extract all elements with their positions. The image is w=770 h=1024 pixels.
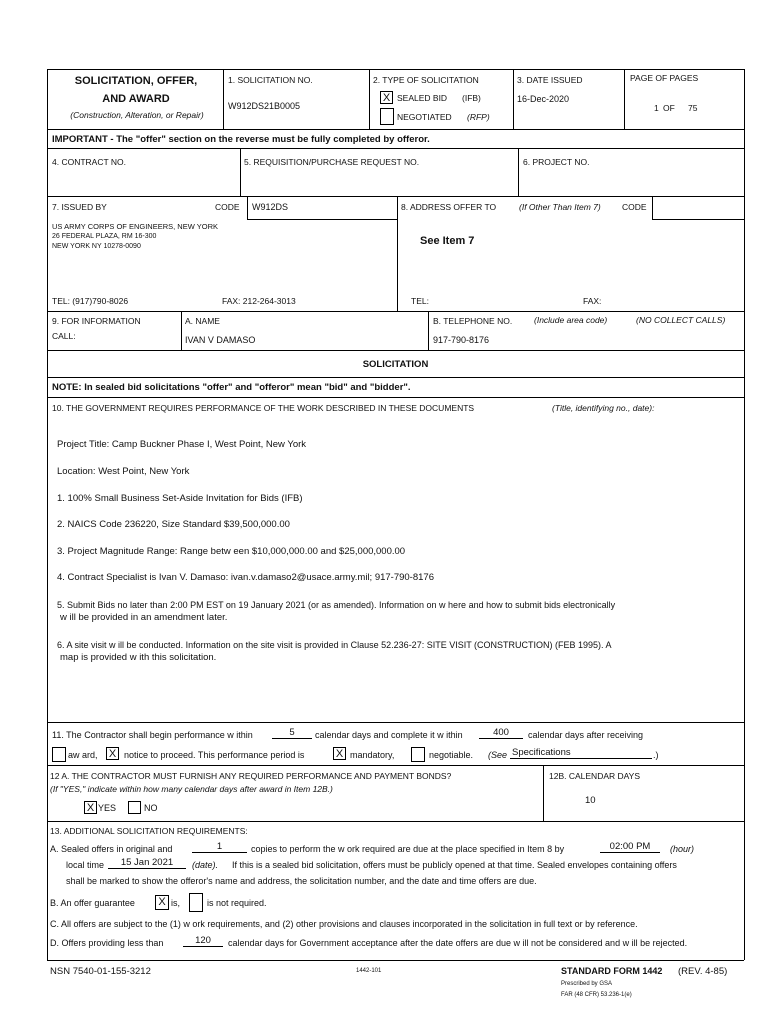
- solicitation-heading: SOLICITATION: [362, 359, 429, 370]
- project-location: Location: West Point, New York: [57, 466, 190, 477]
- item-13a-text-1: A. Sealed offers in original and: [50, 844, 173, 854]
- complete-days-field[interactable]: 400: [479, 727, 523, 739]
- item-13a-text-4: If this is a sealed bid solicitation, offers must be publicly opened at that time. Sealed envelopes containing offers: [232, 860, 677, 870]
- acceptance-days-field[interactable]: 120: [183, 935, 223, 947]
- call-label: CALL:: [52, 331, 76, 341]
- date-issued-label: 3. DATE ISSUED: [517, 75, 583, 85]
- sealed-bid-note: NOTE: In sealed bid solicitations "offer" and "offeror" mean "bid" and "bidder".: [52, 382, 411, 393]
- bonds-yes-label: YES: [98, 803, 117, 813]
- item-13d-text-1: D. Offers providing less than: [50, 938, 164, 948]
- issuer-telephone: TEL: (917)790-8026: [52, 296, 129, 306]
- bonds-yes-checkbox[interactable]: X: [84, 801, 97, 814]
- due-time-field[interactable]: 02:00 PM: [600, 841, 660, 853]
- form-title-line1: SOLICITATION, OFFER,: [74, 75, 198, 87]
- important-notice: IMPORTANT - The "offer" section on the reverse must be fully completed by offeror.: [52, 134, 430, 145]
- issuer-code-value: W912DS: [252, 202, 289, 212]
- date-word: (date).: [192, 860, 219, 870]
- far-reference: FAR (48 CFR) 53.236-1(e): [561, 992, 632, 998]
- item-10-paragraph-6b: map is provided w ith this solicitation.: [60, 652, 217, 663]
- negotiable-checkbox[interactable]: [411, 747, 425, 762]
- guarantee-not-label: is not required.: [207, 898, 267, 908]
- hour-label: (hour): [670, 844, 695, 854]
- item-13a-text-3: local time: [66, 860, 105, 870]
- item-13d-text-2: calendar days for Government acceptance after the date offers are due w ill not be considered and w ill be rejected.: [228, 938, 688, 948]
- sealed-bid-checkbox[interactable]: X: [380, 91, 393, 104]
- item-11-text-3: calendar days after receiving: [528, 730, 644, 740]
- contract-no-label: 4. CONTRACT NO.: [52, 157, 126, 167]
- negotiated-label: NEGOTIATED: [397, 112, 452, 122]
- item-10-label: 10. THE GOVERNMENT REQUIRES PERFORMANCE OF THE WORK DESCRIBED IN THESE DOCUMENTS: [52, 403, 475, 413]
- offer-fax: FAX:: [583, 296, 602, 306]
- nsn-number: NSN 7540-01-155-3212: [50, 966, 151, 977]
- bonds-no-checkbox[interactable]: [128, 801, 141, 814]
- notice-to-proceed-checkbox[interactable]: X: [106, 747, 119, 760]
- guarantee-is-label: is,: [171, 898, 180, 908]
- issuer-fax: FAX: 212-264-3013: [222, 296, 296, 306]
- page-of-word: OF: [663, 103, 675, 113]
- negotiated-checkbox[interactable]: [380, 108, 394, 125]
- issuer-address-line3: NEW YORK NY 10278-0090: [52, 243, 141, 250]
- telephone-no-label: B. TELEPHONE NO.: [433, 316, 513, 326]
- item-10-paragraph-2: 2. NAICS Code 236220, Size Standard $39,500,000.00: [57, 519, 290, 530]
- no-collect-calls-note: (NO COLLECT CALLS): [636, 315, 726, 325]
- negotiated-abbr: (RFP): [467, 112, 490, 122]
- guarantee-is-checkbox[interactable]: X: [155, 895, 169, 910]
- for-information-label: 9. FOR INFORMATION: [52, 316, 141, 326]
- negotiable-label: negotiable.: [429, 750, 474, 760]
- form-code: 1442-101: [356, 968, 382, 974]
- see-specifications-field[interactable]: Specifications: [510, 747, 652, 759]
- item-13a-text-2: copies to perform the w ork required are due at the place specified in Item 8 by: [251, 844, 565, 854]
- item-10-paragraph-4: 4. Contract Specialist is Ivan V. Damaso: ivan.v.damaso2@usace.army.mil; 917-790-8176: [57, 572, 434, 583]
- item-10-paragraph-1: 1. 100% Small Business Set-Aside Invitation for Bids (IFB): [57, 493, 303, 504]
- guarantee-not-checkbox[interactable]: [189, 893, 203, 912]
- address-offer-note: (If Other Than Item 7): [519, 202, 601, 212]
- begin-days-field[interactable]: 5: [272, 727, 312, 739]
- notice-to-proceed-label: notice to proceed. This performance period is: [124, 750, 305, 760]
- contact-name-value: IVAN V DAMASO: [185, 335, 256, 345]
- item-13b-text: B. An offer guarantee: [50, 898, 135, 908]
- item-12a-note: (If "YES," indicate within how many calendar days after award in Item 12B.): [50, 784, 333, 794]
- project-title: Project Title: Camp Buckner Phase I, West Point, New York: [57, 439, 307, 450]
- sealed-bid-label: SEALED BID: [397, 93, 448, 103]
- see-close: .): [653, 750, 659, 760]
- page-total: 75: [688, 103, 698, 113]
- area-code-note: (Include area code): [534, 315, 608, 325]
- item-12a-label: 12 A. THE CONTRACTOR MUST FURNISH ANY REQUIRED PERFORMANCE AND PAYMENT BONDS?: [50, 771, 452, 781]
- date-issued-value: 16-Dec-2020: [517, 94, 570, 104]
- award-checkbox[interactable]: [52, 747, 66, 762]
- prescribed-by: Prescribed by GSA: [561, 981, 613, 987]
- see-item-7: See Item 7: [420, 235, 475, 247]
- sealed-bid-abbr: (IFB): [462, 93, 481, 103]
- item-13a-text-5: shall be marked to show the offeror's name and address, the solicitation number, and the date and time offers are due.: [66, 876, 537, 886]
- requisition-no-label: 5. REQUISITION/PURCHASE REQUEST NO.: [244, 157, 420, 167]
- item-12b-label: 12B. CALENDAR DAYS: [549, 771, 641, 781]
- issuer-address-line2: 26 FEDERAL PLAZA, RM 16-300: [52, 233, 157, 240]
- contact-name-label: A. NAME: [185, 316, 220, 326]
- see-label: (See: [488, 750, 508, 760]
- item-10-paragraph-5a: 5. Submit Bids no later than 2:00 PM EST on 19 January 2021 (or as amended). Information on w here and how to submit bids electronically: [57, 600, 616, 610]
- page-of-pages-label: PAGE OF PAGES: [630, 73, 699, 83]
- telephone-value: 917-790-8176: [433, 335, 490, 345]
- item-10-paragraph-3: 3. Project Magnitude Range: Range betw een $10,000,000.00 and $25,000,000.00: [57, 546, 406, 557]
- form-title-sub: (Construction, Alteration, or Repair): [70, 110, 204, 120]
- mandatory-checkbox[interactable]: X: [333, 747, 346, 760]
- project-no-label: 6. PROJECT NO.: [523, 157, 590, 167]
- item-10-paragraph-6a: 6. A site visit w ill be conducted. Information on the site visit is provided in Clause 52.236-27: SITE VISIT (CONSTRUCTION) (FEB 1995). A: [57, 640, 612, 650]
- item-10-paragraph-5b: w ill be provided in an amendment later.: [60, 612, 228, 623]
- solicitation-no-label: 1. SOLICITATION NO.: [228, 75, 313, 85]
- solicitation-no-value: W912DS21B0005: [228, 101, 301, 111]
- item-13-label: 13. ADDITIONAL SOLICITATION REQUIREMENTS:: [50, 826, 248, 836]
- standard-form-name: STANDARD FORM 1442: [561, 966, 663, 976]
- item-10-note: (Title, identifying no., date):: [552, 403, 655, 413]
- item-13c-text: C. All offers are subject to the (1) w ork requirements, and (2) other provisions and clauses incorporated in the solicitation in full text or by reference.: [50, 919, 638, 929]
- award-label: aw ard,: [68, 750, 98, 760]
- item-11-text-1: 11. The Contractor shall begin performance w ithin: [52, 730, 253, 740]
- type-of-solicitation-label: 2. TYPE OF SOLICITATION: [373, 75, 479, 85]
- item-12b-value: 10: [585, 795, 596, 806]
- address-offer-to-label: 8. ADDRESS OFFER TO: [401, 202, 497, 212]
- form-revision: (REV. 4-85): [678, 966, 728, 977]
- issuer-code-label: CODE: [215, 202, 240, 212]
- page-number: 1: [654, 103, 659, 113]
- bonds-no-label: NO: [144, 803, 158, 813]
- issuer-address-line1: US ARMY CORPS OF ENGINEERS, NEW YORK: [52, 222, 219, 231]
- due-date-field[interactable]: 15 Jan 2021: [108, 857, 186, 869]
- address-code-label: CODE: [622, 202, 647, 212]
- original-copies-field[interactable]: 1: [192, 841, 247, 853]
- item-11-text-2: calendar days and complete it w ithin: [315, 730, 463, 740]
- mandatory-label: mandatory,: [350, 750, 395, 760]
- issued-by-label: 7. ISSUED BY: [52, 202, 107, 212]
- form-title-line2: AND AWARD: [102, 93, 170, 105]
- offer-telephone: TEL:: [411, 296, 429, 306]
